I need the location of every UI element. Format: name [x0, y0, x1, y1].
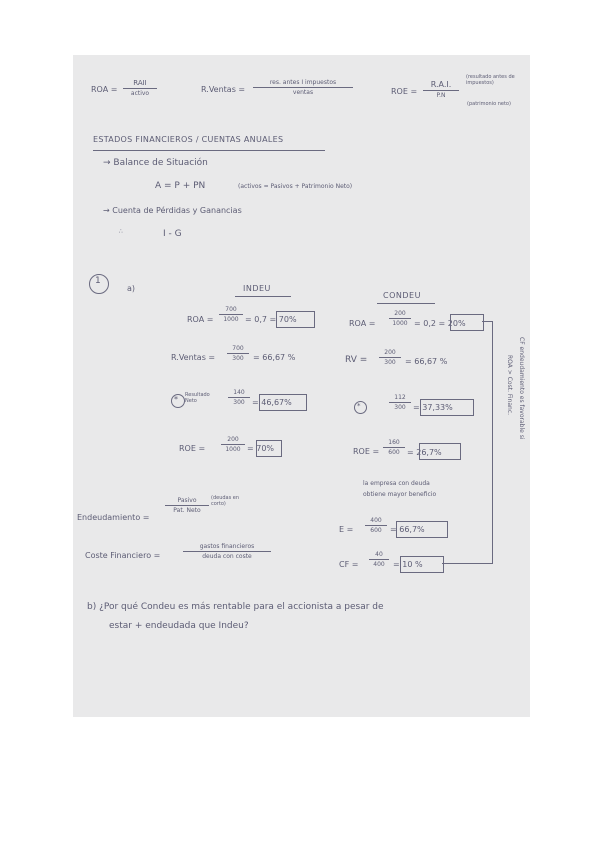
condeu-rn-num: 112: [389, 394, 411, 403]
condeu-rn-result: = 37,33%: [413, 403, 453, 412]
asterisk-marker: *: [174, 395, 178, 404]
notebook-page: [73, 55, 530, 717]
coste-financiero-num: gastos financieros: [183, 543, 271, 552]
indeu-roa-den: 1000: [223, 316, 239, 323]
condeu-roa-result-box: [450, 314, 484, 331]
condeu-cf-result-box: [400, 556, 444, 573]
condeu-note-line1: la empresa con deuda: [363, 480, 430, 487]
condeu-roa-den: 1000: [392, 320, 408, 327]
condeu-rv-result: = 66,67 %: [405, 357, 448, 366]
column-indeu-underline: [235, 296, 291, 297]
asterisk-marker-right: *: [357, 402, 361, 410]
indeu-rn-label: Resultado Neto: [185, 392, 210, 404]
condeu-rv-fraction: [379, 349, 401, 366]
pyg-heading: → Cuenta de Pérdidas y Ganancias: [103, 206, 242, 215]
balance-equation-note: (activos = Pasivos + Patrimonio Neto): [238, 183, 353, 190]
condeu-e-fraction: [365, 517, 387, 534]
column-condeu-underline: [377, 303, 435, 304]
header-rventas-den: ventas: [292, 89, 314, 96]
condeu-rv-num: 200: [379, 349, 401, 358]
condeu-cf-num: 40: [369, 551, 389, 560]
side-note-2: ROA > Cost. Financ.: [506, 355, 513, 416]
header-roe-den: P.N: [436, 92, 446, 99]
condeu-roa-label: ROA =: [349, 319, 376, 328]
coste-financiero-label: Coste Financiero =: [85, 551, 161, 560]
indeu-rventas-label: R.Ventas =: [171, 353, 216, 362]
bracket-bottom-connector: [442, 563, 493, 564]
indeu-roa-result-box: [276, 311, 315, 328]
condeu-roe-result-box: [419, 443, 461, 460]
indeu-roa-result: = 0,7 = 70%: [245, 315, 297, 324]
condeu-e-label: E =: [339, 525, 354, 534]
header-roe-num: R.A.I.: [423, 80, 459, 91]
condeu-e-den: 600: [370, 527, 382, 534]
indeu-roe-result: = 70%: [247, 444, 275, 453]
condeu-roa-num: 200: [389, 310, 411, 319]
section-title: ESTADOS FINANCIEROS / CUENTAS ANUALES: [93, 135, 284, 144]
header-note-bottom: (patrimonio neto): [467, 101, 511, 107]
condeu-cf-fraction: [369, 551, 389, 568]
condeu-e-result: = 66,7%: [390, 525, 425, 534]
condeu-cf-label: CF =: [339, 560, 359, 569]
indeu-rventas-den: 300: [232, 355, 244, 362]
condeu-rn-result-box: [420, 399, 474, 416]
exercise-number: 1: [95, 276, 101, 286]
indeu-rn-den: 300: [233, 399, 245, 406]
indeu-rn-num: 140: [228, 389, 250, 398]
question-b-line1: b) ¿Por qué Condeu es más rentable para el accionista a pesar de: [87, 602, 384, 612]
condeu-roa-fraction: [389, 310, 411, 327]
header-roa-den: activo: [130, 90, 150, 97]
condeu-roe-num: 160: [383, 439, 405, 448]
condeu-rv-den: 300: [384, 359, 396, 366]
question-b-line2: estar + endeudada que Indeu?: [109, 621, 249, 631]
condeu-e-num: 400: [365, 517, 387, 526]
indeu-roa-fraction: [219, 306, 243, 323]
indeu-rn-result-box: [259, 394, 307, 411]
condeu-roa-result: = 0,2 = 20%: [414, 319, 466, 328]
indeu-roa-num: 700: [219, 306, 243, 315]
indeu-rn-result: = 46,67%: [252, 398, 292, 407]
condeu-cf-den: 400: [373, 561, 385, 568]
endeudamiento-fraction: [165, 497, 209, 514]
bracket-vertical-line: [492, 321, 493, 564]
header-roe-fraction: [423, 80, 459, 99]
indeu-roe-result-box: [256, 440, 282, 457]
header-rventas-label: R.Ventas =: [201, 85, 246, 94]
indeu-roe-fraction: [221, 436, 245, 453]
column-condeu: CONDEU: [383, 291, 421, 300]
condeu-roe-den: 600: [388, 449, 400, 456]
coste-financiero-den: deuda con coste: [202, 553, 252, 560]
indeu-rventas-result: = 66,67 %: [253, 353, 296, 362]
indeu-rventas-fraction: [227, 345, 249, 362]
section-title-underline: [93, 150, 325, 151]
indeu-rn-fraction: [228, 389, 250, 406]
condeu-roe-label: ROE =: [353, 447, 380, 456]
part-a-label: a): [127, 284, 136, 293]
coste-financiero-fraction: [183, 543, 271, 560]
bracket-top-connector: [482, 321, 492, 322]
condeu-roe-fraction: [383, 439, 405, 456]
balance-heading: → Balance de Situación: [103, 158, 208, 168]
endeudamiento-label: Endeudamiento =: [77, 513, 150, 522]
header-roe-label: ROE =: [391, 87, 418, 96]
endeudamiento-num-note: (deudas en corto): [211, 495, 240, 507]
indeu-roe-num: 200: [221, 436, 245, 445]
ig-formula: I - G: [163, 229, 182, 239]
header-roa-num: RAII: [123, 79, 157, 89]
indeu-rventas-num: 700: [227, 345, 249, 354]
indeu-roe-label: ROE =: [179, 444, 206, 453]
header-roa-label: ROA =: [91, 85, 118, 94]
header-rventas-fraction: [253, 79, 353, 96]
indeu-roe-den: 1000: [225, 446, 241, 453]
condeu-rn-fraction: [389, 394, 411, 411]
balance-equation: A = P + PN: [155, 181, 206, 191]
endeudamiento-den: Pat. Neto: [173, 507, 201, 514]
condeu-cf-result: = 10 %: [393, 560, 423, 569]
header-note-top: (resultado antes de impuestos): [466, 74, 515, 86]
condeu-rn-den: 300: [394, 404, 406, 411]
header-roa-fraction: [123, 79, 157, 97]
condeu-e-result-box: [396, 521, 448, 538]
dots-symbol: ∴: [119, 228, 123, 235]
header-rventas-num: res. antes I impuestos: [253, 79, 353, 88]
indeu-roa-label: ROA =: [187, 315, 214, 324]
condeu-roe-result: = 26,7%: [407, 448, 442, 457]
side-note-1: CF endeudamiento es favorable si: [518, 337, 525, 440]
condeu-note-line2: obtiene mayor beneficio: [363, 491, 437, 498]
endeudamiento-num: Pasivo: [165, 497, 209, 506]
column-indeu: INDEU: [243, 284, 271, 293]
condeu-rv-label: RV =: [345, 355, 368, 365]
